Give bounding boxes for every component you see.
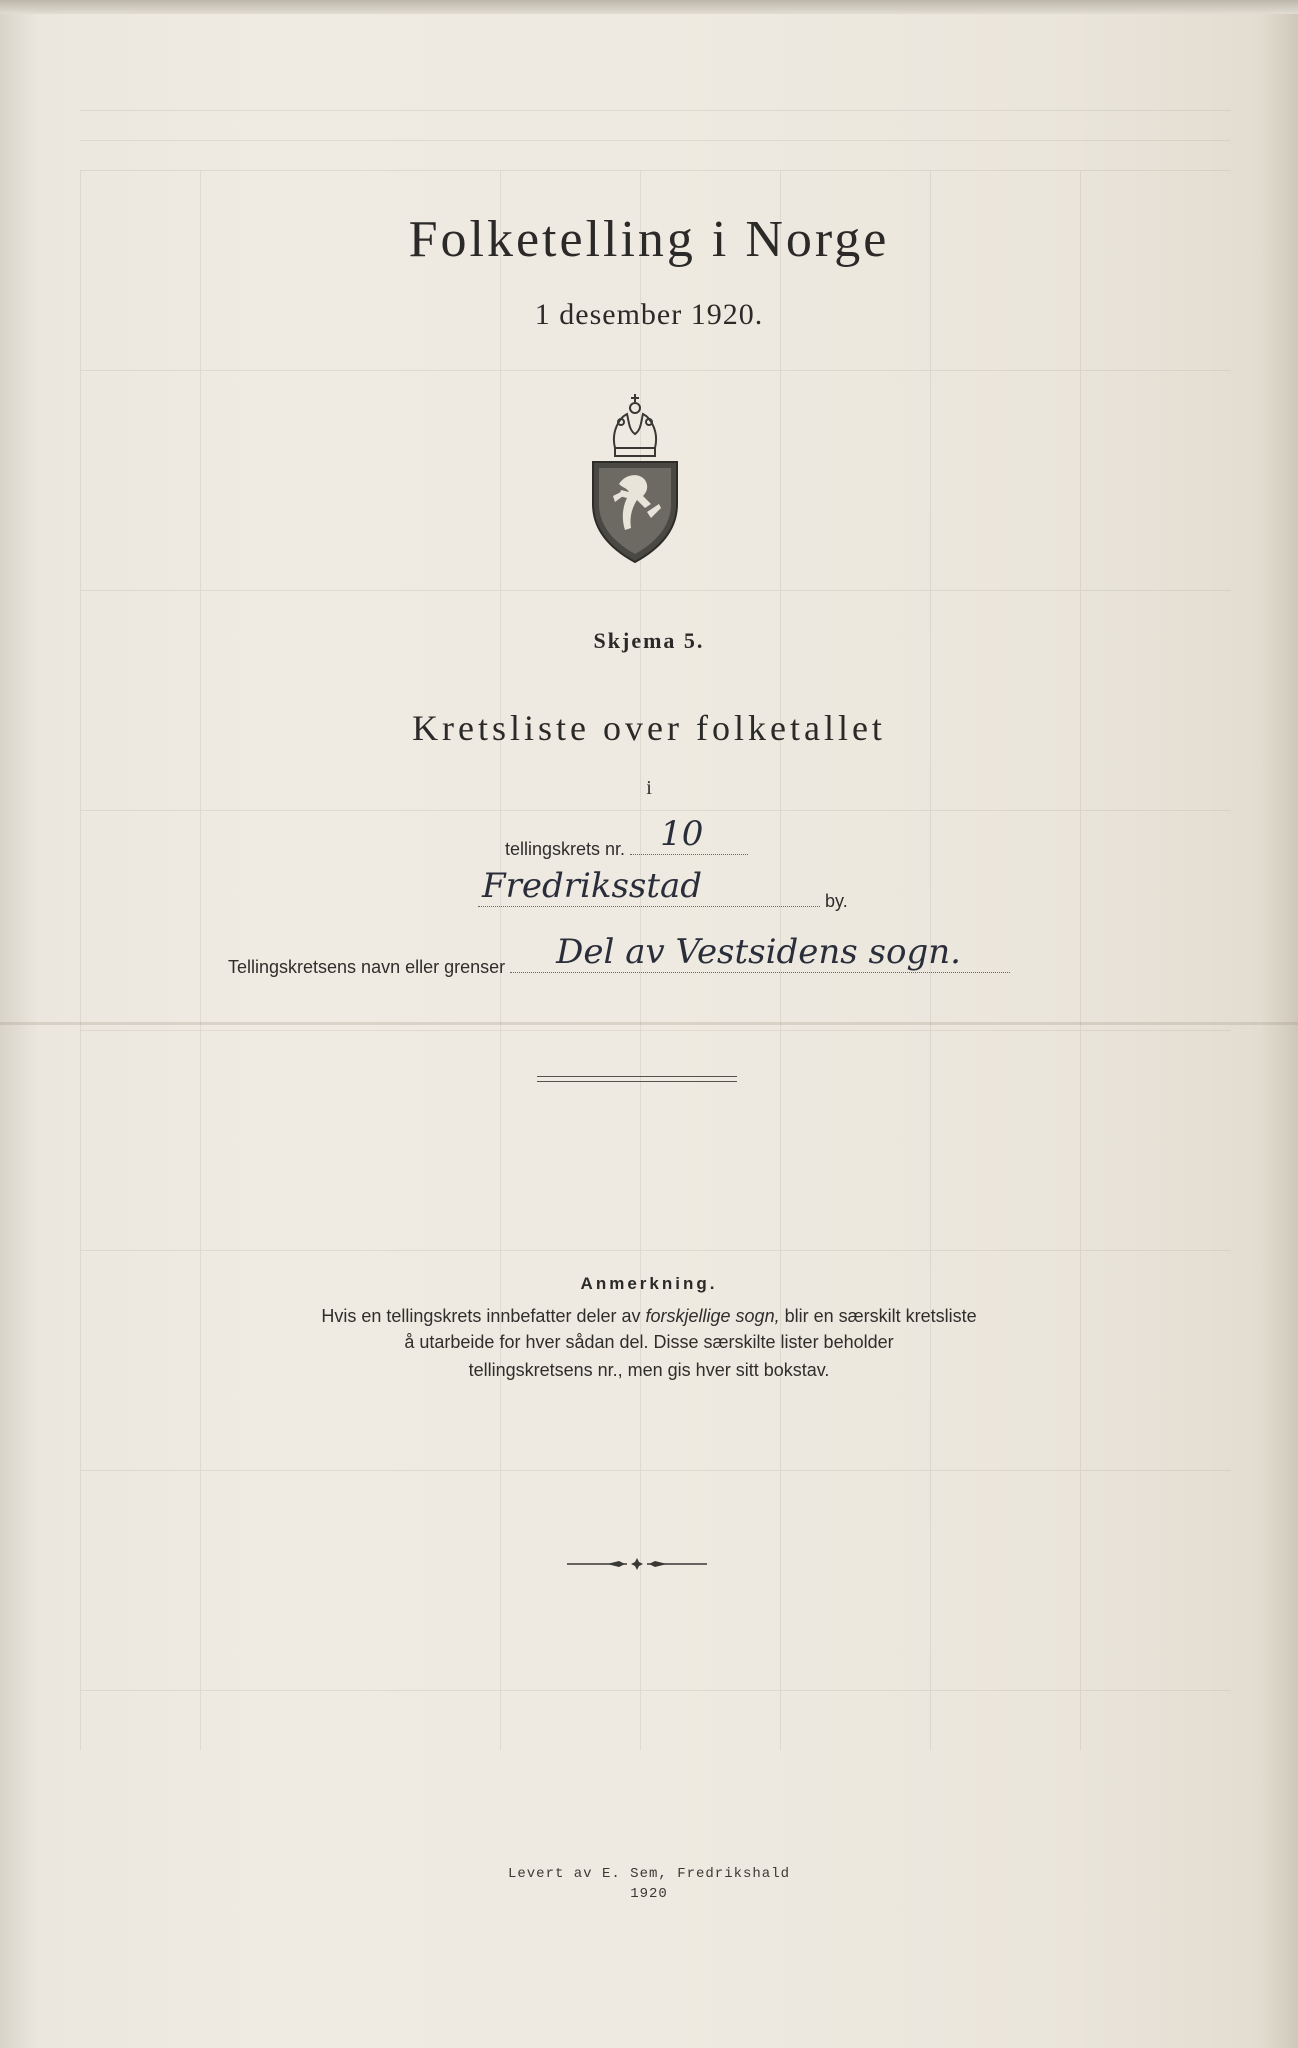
district-name-row [228, 932, 1010, 978]
remark-line-3: tellingskretsens nr., men gis hver sitt bokstav. [468, 1360, 830, 1380]
remark-line-1-emphasis: forskjellige sogn, [645, 1306, 780, 1326]
paper-fold [0, 1022, 1298, 1025]
town-value: Fredriksstad [482, 866, 703, 906]
remark-line-1-end: blir en særskilt kretsliste [784, 1306, 977, 1326]
ornament-divider-icon [567, 1556, 707, 1572]
form-heading: Kretsliste over folketallet [412, 708, 886, 748]
town-field[interactable] [478, 866, 820, 907]
district-number-row [505, 814, 748, 860]
scan-edge [0, 0, 1298, 14]
page-title: Folketelling i Norge [408, 211, 890, 268]
schema-number: Skjema 5. [593, 628, 705, 653]
district-name-label: Tellingskretsens navn eller grenser [228, 957, 506, 977]
census-date: 1 desember 1920. [534, 298, 764, 331]
remark-line-1-start: Hvis en tellingskrets innbefatter deler av [321, 1306, 641, 1326]
remark-line-1 [0, 1306, 1298, 1327]
remark-title: Anmerkning. [580, 1274, 718, 1293]
town-suffix: by. [825, 891, 848, 911]
district-name-value: Del av Vestsidens sogn. [556, 932, 961, 972]
town-row [478, 866, 848, 912]
printer-credit: Levert av E. Sem, Fredrikshald [507, 1866, 791, 1882]
norwegian-coat-of-arms-icon [585, 392, 685, 564]
remark-line-2: å utarbeide for hver sådan del. Disse særskilte lister beholder [404, 1332, 894, 1352]
district-number-value: 10 [660, 814, 704, 854]
section-divider [537, 1076, 737, 1082]
preposition: i [646, 777, 652, 799]
district-number-field[interactable] [630, 814, 748, 855]
print-year: 1920 [630, 1886, 668, 1902]
district-name-field[interactable] [510, 932, 1010, 973]
district-number-label: tellingskrets nr. [505, 839, 626, 859]
